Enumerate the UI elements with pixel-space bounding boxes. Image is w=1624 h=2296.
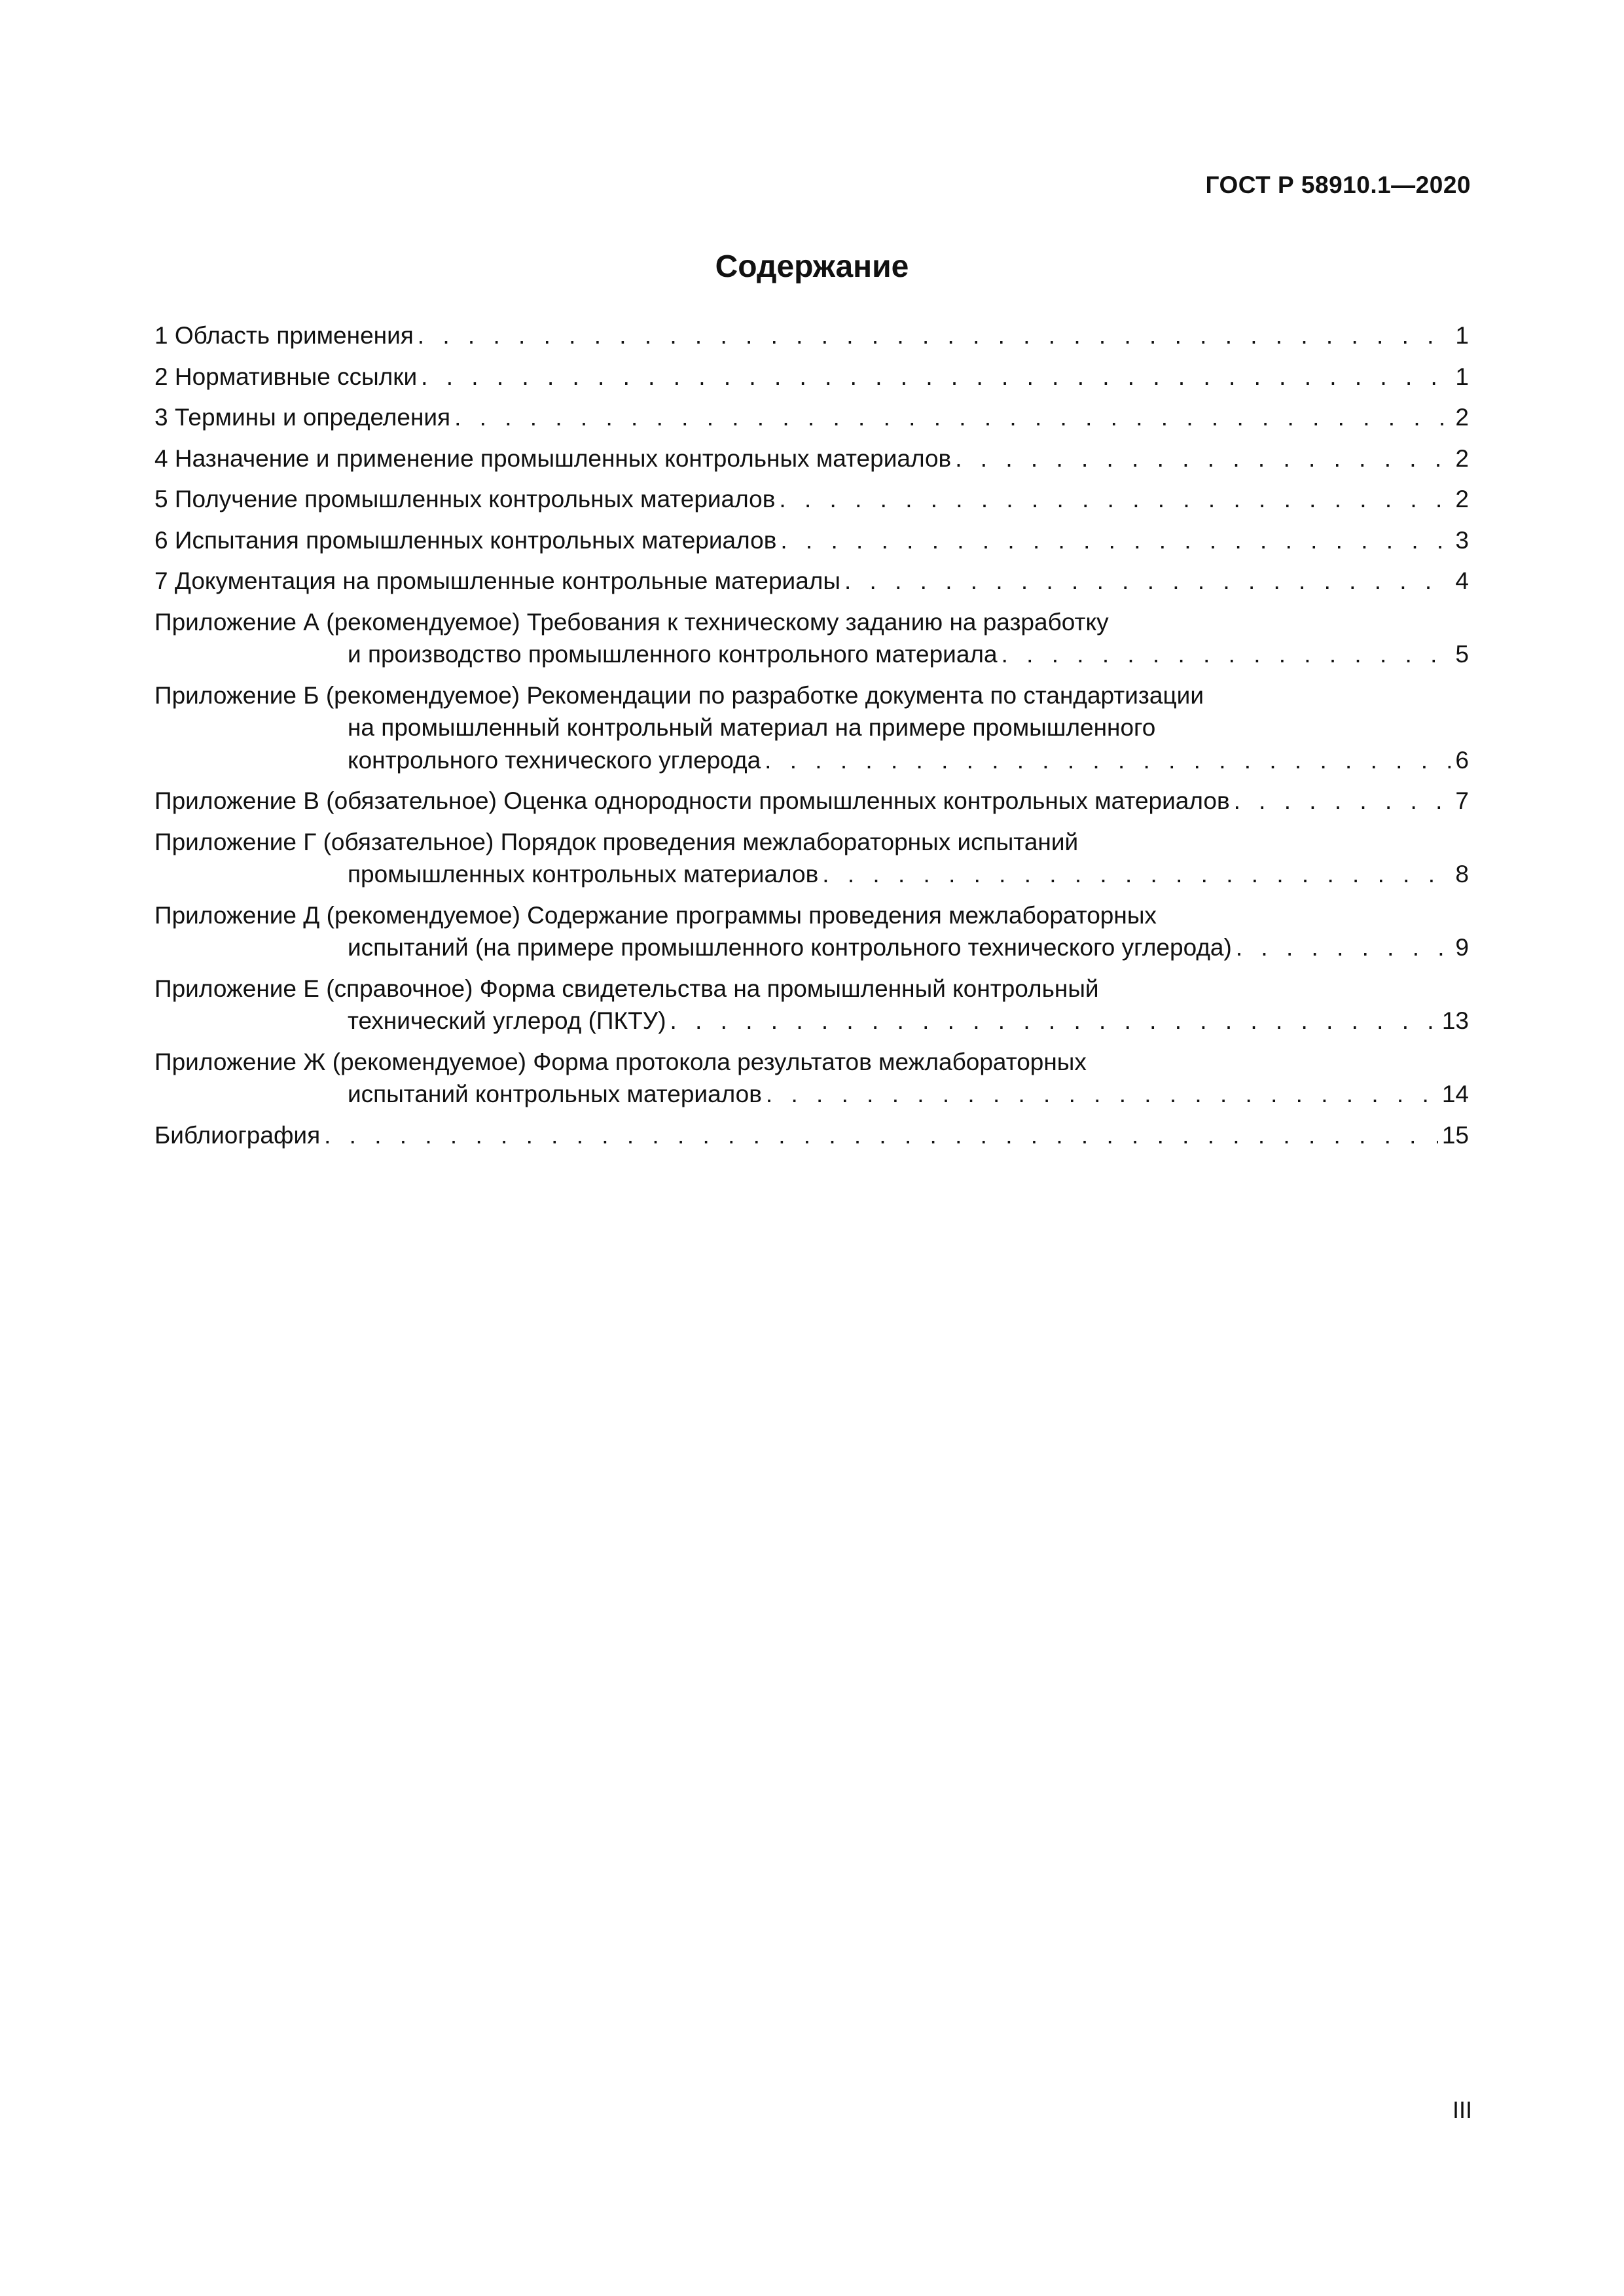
toc-page-number: 5: [1455, 641, 1469, 668]
toc-page-number: 14: [1441, 1081, 1469, 1107]
toc-page-number: 9: [1455, 934, 1469, 961]
toc-title: Содержание: [715, 249, 909, 284]
toc-entry[interactable]: [154, 785, 1469, 817]
toc-page-number: 4: [1455, 567, 1469, 594]
toc-page-number: 13: [1441, 1007, 1469, 1034]
toc-entry[interactable]: [154, 1046, 1469, 1111]
toc-entry-text: Приложение Ж (рекомендуемое) Форма протокола результатов межлабораторных: [154, 1048, 1087, 1075]
toc-entry[interactable]: [154, 899, 1469, 964]
toc-leader-dots: [324, 1119, 1438, 1152]
toc-entry-text: испытаний контрольных материалов: [348, 1081, 762, 1107]
page-number: III: [1452, 2096, 1472, 2123]
toc-leader-dots: [1001, 638, 1451, 671]
toc-leader-dots: [765, 744, 1451, 777]
toc-entry-text: 7 Документация на промышленные контрольные материалы: [154, 567, 840, 594]
toc-entry[interactable]: [154, 361, 1469, 393]
toc-leader-dots: [780, 524, 1451, 557]
toc-entry-text: технический углерод (ПКТУ): [348, 1007, 666, 1034]
toc-page-number: 2: [1455, 486, 1469, 512]
toc-entry[interactable]: [154, 679, 1469, 777]
toc-leader-dots: [822, 858, 1451, 891]
toc-entry[interactable]: [154, 973, 1469, 1037]
toc-leader-dots: [670, 1005, 1438, 1037]
toc-page-number: 2: [1455, 444, 1469, 472]
toc-entry-text: Библиография: [154, 1121, 321, 1149]
toc-page-number: 2: [1455, 404, 1469, 431]
toc-entry-text: 2 Нормативные ссылки: [154, 363, 418, 390]
toc-leader-dots: [955, 442, 1451, 475]
toc-entry-text: 6 Испытания промышленных контрольных материалов: [154, 526, 777, 554]
toc-leader-dots: [418, 319, 1451, 352]
toc-entry-text: контрольного технического углерода: [348, 746, 761, 774]
toc-leader-dots: [421, 361, 1451, 393]
toc-entry-text: Приложение Е (справочное) Форма свидетельства на промышленный контрольный: [154, 975, 1099, 1002]
toc-entry-text: Приложение Г (обязательное) Порядок проведения межлабораторных испытаний: [154, 828, 1079, 855]
toc-entry[interactable]: [154, 483, 1469, 516]
toc-leader-dots: [766, 1078, 1438, 1111]
toc-page-number: 15: [1441, 1121, 1469, 1149]
toc-entry-text: Приложение Б (рекомендуемое) Рекомендации по разработке документа по стандартизации: [154, 681, 1204, 709]
toc-entry-text: и производство промышленного контрольного материала: [348, 641, 998, 668]
toc-leader-dots: [844, 565, 1451, 598]
toc-entry-text: на промышленный контрольный материал на примере промышленного: [348, 714, 1156, 741]
toc-page-number: 1: [1455, 322, 1469, 349]
toc-entry[interactable]: [154, 401, 1469, 434]
toc-page-number: 7: [1455, 787, 1469, 814]
toc-entry-text: 4 Назначение и применение промышленных контрольных материалов: [154, 444, 952, 472]
toc-leader-dots: [779, 483, 1451, 516]
toc-entry[interactable]: [154, 606, 1469, 671]
toc-entry[interactable]: [154, 524, 1469, 557]
toc-leader-dots: [1236, 931, 1451, 964]
toc-entry-text: Приложение В (обязательное) Оценка однородности промышленных контрольных материалов: [154, 787, 1230, 814]
document-code: ГОСТ Р 58910.1—2020: [1205, 171, 1471, 198]
toc-entry-text: промышленных контрольных материалов: [348, 861, 819, 888]
toc-entry[interactable]: [154, 1119, 1469, 1152]
toc-entry[interactable]: [154, 826, 1469, 891]
toc-entry[interactable]: [154, 319, 1469, 352]
toc-entry-text: Приложение А (рекомендуемое) Требования к техническому заданию на разработку: [154, 608, 1109, 636]
toc-entry-text: Приложение Д (рекомендуемое) Содержание программы проведения межлабораторных: [154, 901, 1157, 929]
toc-leader-dots: [454, 401, 1451, 434]
table-of-contents: [154, 319, 1469, 1160]
toc-page-number: 3: [1455, 526, 1469, 554]
toc-entry[interactable]: [154, 565, 1469, 598]
toc-page-number: 1: [1455, 363, 1469, 390]
toc-page-number: 8: [1455, 861, 1469, 888]
toc-page-number: 6: [1455, 746, 1469, 774]
toc-entry-text: 5 Получение промышленных контрольных материалов: [154, 486, 776, 512]
toc-entry-text: испытаний (на примере промышленного контрольного технического углерода): [348, 934, 1232, 961]
toc-entry-text: 1 Область применения: [154, 322, 414, 349]
toc-entry-text: 3 Термины и определения: [154, 404, 451, 431]
toc-entry[interactable]: [154, 442, 1469, 475]
toc-leader-dots: [1234, 785, 1451, 817]
